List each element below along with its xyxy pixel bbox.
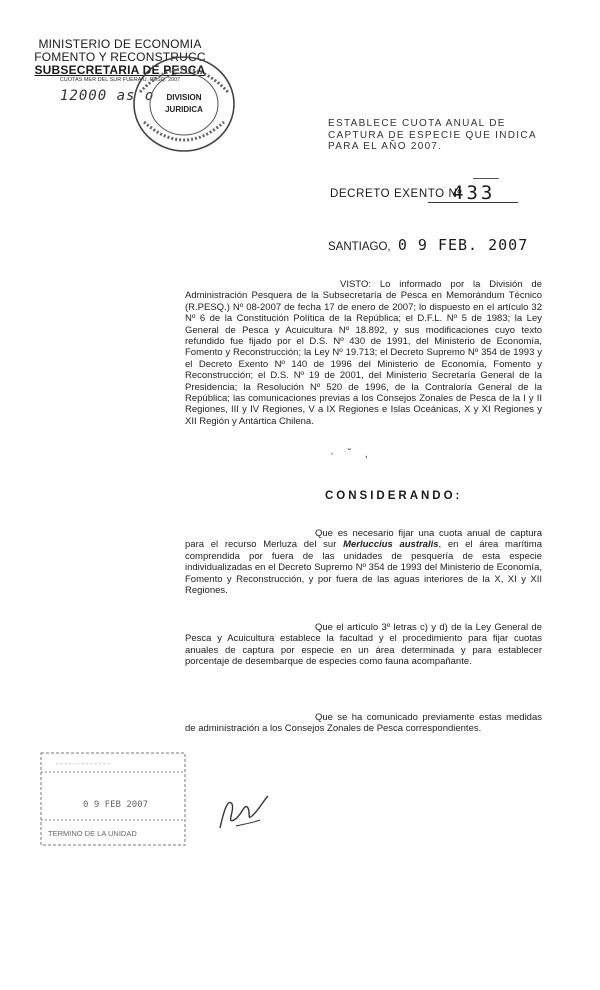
stamp-date: 0 9 FEB 2007 [83,800,149,810]
stray-marks: · ˇ , [330,446,373,460]
decree-number-line [330,182,496,204]
handwritten-file-number: 12000 as o [60,88,155,104]
ministry-name-line2: FOMENTO Y RECONSTRUCC [34,50,206,64]
considerando-paragraph-3: Que se ha comunicado previamente estas medidas de administración a los Consejos Zonales de Pesca correspondientes. [185,712,542,735]
division-juridica-seal [130,52,238,156]
considerando-heading: CONSIDERANDO: [325,490,463,502]
decree-number-overline [473,178,499,179]
svg-text:- - - - - - - - - - - - -: - - - - - - - - - - - - - [56,761,110,768]
handwritten-signature [214,790,274,834]
decree-label: DECRETO EXENTO Nº [330,188,463,200]
c1-text-after: , en el área marítima comprendida por fuera de las unidades de pesquería de esta especie individualizadas en el Decreto Supremo Nº 354 de 1993 del Ministerio de Economía, Fomento y Reconstrucción, y por fuera de las aguas interiores de la X, XI y XII Regiones. [185,539,542,597]
seal-juridica-text: JURIDICA [165,105,203,114]
considerando-paragraph-1 [185,528,542,596]
c1-text-before: Que es necesario fijar una cuota anual de captura para el recurso Merluza del sur [185,528,542,551]
date-stamp: 0 9 FEB. 2007 [397,236,529,254]
species-name: Merluccius australis [343,539,439,551]
considerando-paragraph-2: Que el artículo 3º letras c) y d) de la Ley General de Pesca y Acuicultura establece la facultad y el procedimiento para fijar cuotas anuales de captura por especie en un área determinada y para establecer porcentaje de desembarque de especies como fauna acompañante. [185,622,542,668]
received-stamp [38,750,188,848]
ministry-name-line1: MINISTERIO DE ECONOMIA [38,37,202,51]
date-place: SANTIAGO, [328,241,391,253]
stamp-line: TERMINO DE LA UNIDAD [48,829,137,838]
file-reference: CUOTAS MER DEL SUR FUERA U. PESQ. 2007 [59,77,181,83]
seal-division-text: DIVISION [166,93,202,102]
decree-date-line [328,236,528,254]
visto-paragraph: VISTO: Lo informado por la División de Administración Pesquera de la Subsecretaría de Pesca en Memorándum Técnico (R.PESQ.) Nº 08-2007 de fecha 17 de enero de 2007; lo dispuesto en el artículo 32 Nº 6 de la Constitución Política de la República; el D.F.L. Nº 5 de 1983; la Ley General de Pesca y Acuicultura Nº 18.892, y sus modificaciones cuyo texto refundido fue fijado por el D.S. Nº 430 de 1991, del Ministerio de Economía, Fomento y Reconstrucción; la Ley Nº 19.713; el Decreto Supremo Nº 354 de 1993 y el Decreto Exento Nº 140 de 1996 del Ministerio de Economía, Fomento y Reconstrucción; el D.S. Nº 19 de 2001, del Ministerio Secretaría General de la Presidencia; la Resolución Nº 520 de 1996, de la Contraloría General de la República; las comunicaciones previas a los Consejos Zonales de Pesca de la I y II Regiones, III y IV Regiones, V a IX Regiones e Islas Oceánicas, X y XI Regiones y XII Región y Antártica Chilena. [185,279,542,427]
decree-title: ESTABLECE CUOTA ANUAL DE CAPTURA DE ESPECIE QUE INDICA PARA EL AÑO 2007. [328,118,537,152]
decree-number: 433 [452,182,496,204]
subsecretaria-name: SUBSECRETARIA DE PESCA [34,63,206,77]
